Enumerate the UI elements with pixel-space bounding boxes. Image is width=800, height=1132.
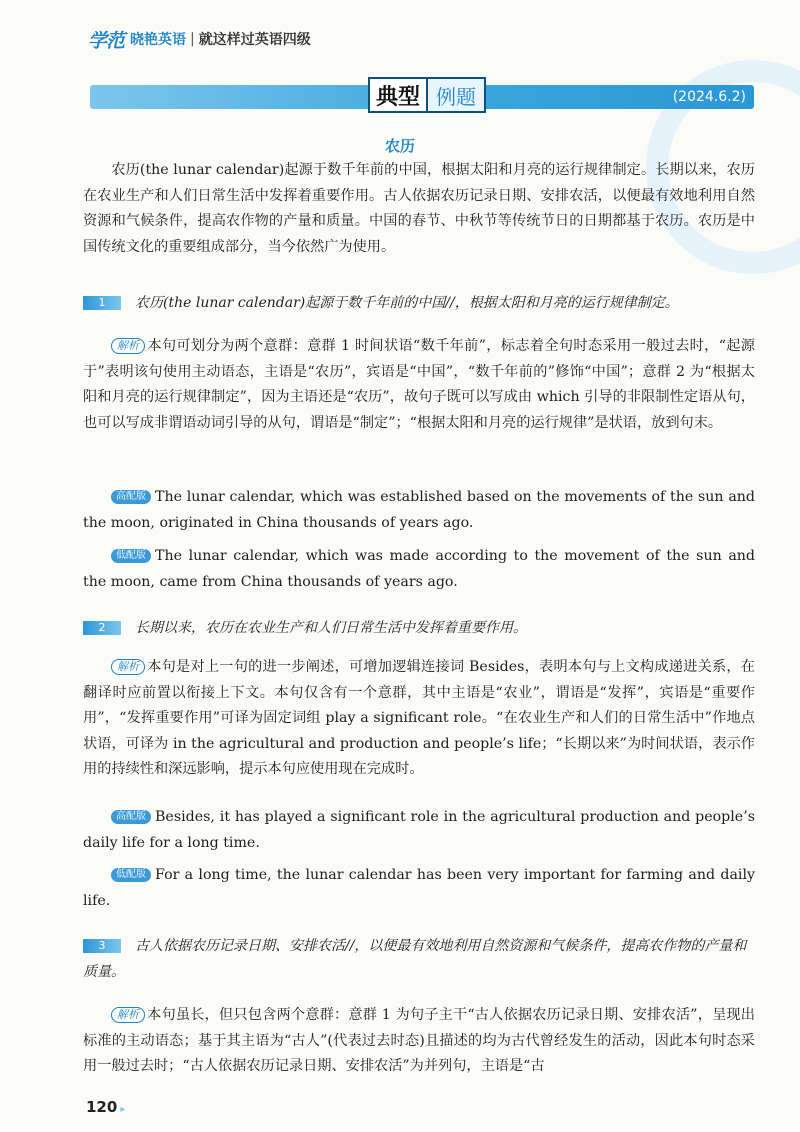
- sentence-2: [83, 615, 755, 641]
- publisher-logo: 学范: [88, 29, 125, 52]
- analysis-text: 本句虽长，但只包含两个意群：意群 1 为句子主干“古人依据农历记录日期、安排农活”，呈现出标准的主动语态；基于其主语为“古人”(代表过去时态)且描述的均为古代曾经发生的活动，因此本句时态采用一般过去时；“古人依据农历记录日期、安排农活”为并列句，主语是“古: [83, 1007, 755, 1075]
- exam-date: (2024.6.2): [672, 89, 746, 105]
- header-separator: |: [190, 31, 195, 47]
- sentence-text: 农历(the lunar calendar)起源于数千年前的中国//，根据太阳和月亮的运行规律制定。: [135, 295, 679, 311]
- section-title-sub: 例题: [428, 77, 486, 113]
- low-version-text: The lunar calendar, which was made according to the movement of the sun and the moon, came from China thousands of years ago.: [83, 548, 755, 590]
- low-version-2: [83, 863, 755, 914]
- sentence-number: 3: [83, 939, 121, 953]
- passage-title: 农历: [384, 137, 415, 155]
- analysis-text: 本句是对上一句的进一步阐述，可增加逻辑连接词 Besides，表明本句与上文构成递进关系，在翻译时应前置以衔接上下文。本句仅含有一个意群，其中主语是“农业”，谓语是“发挥”，宾语是“重要作用”，“发挥重要作用”可译为固定词组 play a significant role。“在农业生产和人们的日常生活中”作地点状语，可译为 in the agricultural and production and people’s life；“长期以来”为时间状语，表示作用的持续性和深远影响，提示本句应使用现在完成时。: [83, 659, 755, 778]
- passage-paragraph: 农历(the lunar calendar)起源于数千年前的中国，根据太阳和月亮的运行规律制定。长期以来，农历在农业生产和人们日常生活中发挥着重要作用。古人依据农历记录日期、安排农活，以便最有效地利用自然资源和气候条件，提高农作物的产量和质量。中国的春节、中秋节等传统节日的日期都基于农历。农历是中国传统文化的重要组成部分，当今依然广为使用。: [83, 162, 755, 255]
- high-version-2: [83, 805, 755, 856]
- passage-body: [83, 158, 755, 260]
- sentence-text: 古人依据农历记录日期、安排农活//，以便最有效地利用自然资源和气候条件，提高农作物的产量和质量。: [83, 938, 747, 980]
- sentence-number: 2: [83, 621, 121, 635]
- running-header: [88, 26, 311, 52]
- sentence-1: [83, 290, 755, 316]
- page-number: 120 ▸: [86, 1098, 126, 1116]
- high-version-tag: 高配版: [111, 810, 151, 824]
- low-version-tag: 低配版: [111, 868, 151, 882]
- sentence-number: 1: [83, 296, 121, 310]
- high-version-1: [83, 485, 755, 536]
- section-title-main: 典型: [368, 77, 428, 113]
- page-arrow-icon: ▸: [120, 1104, 126, 1115]
- analysis-text: 本句可划分为两个意群：意群 1 时间状语“数千年前”，标志着全句时态采用一般过去时，“起源于”表明该句使用主动语态，主语是“农历”，宾语是“中国”，“数千年前的”修饰“中国”；意群 2 为“根据太阳和月亮的运行规律制定”，因为主语还是“农历”，故句子既可以写成由 which 引导的非限制性定语从句，也可以写成非谓语动词引导的从句，谓语是“制定”；“根据太阳和月亮的运行规律”是状语，放到句末。: [83, 338, 755, 431]
- low-version-1: [83, 544, 755, 595]
- high-version-tag: 高配版: [111, 490, 151, 504]
- sentence-3: [83, 933, 755, 985]
- brand-name: 晓艳英语: [130, 32, 187, 48]
- low-version-text: For a long time, the lunar calendar has been very important for farming and daily life.: [83, 867, 755, 909]
- analysis-tag: 解析: [111, 1007, 145, 1023]
- high-version-text: The lunar calendar, which was established based on the movements of the sun and the moon, originated in China thousands of years ago.: [83, 489, 755, 531]
- low-version-tag: 低配版: [111, 549, 151, 563]
- analysis-tag: 解析: [111, 659, 145, 675]
- analysis-3: [83, 1003, 755, 1080]
- analysis-2: [83, 655, 755, 783]
- sentence-text: 长期以来，农历在农业生产和人们日常生活中发挥着重要作用。: [135, 620, 527, 636]
- book-title: 就这样过英语四级: [198, 32, 311, 48]
- high-version-text: Besides, it has played a significant role in the agricultural production and people’s daily life for a long time.: [83, 809, 755, 851]
- analysis-tag: 解析: [111, 338, 145, 354]
- section-title-box: [368, 77, 486, 113]
- analysis-1: [83, 334, 755, 436]
